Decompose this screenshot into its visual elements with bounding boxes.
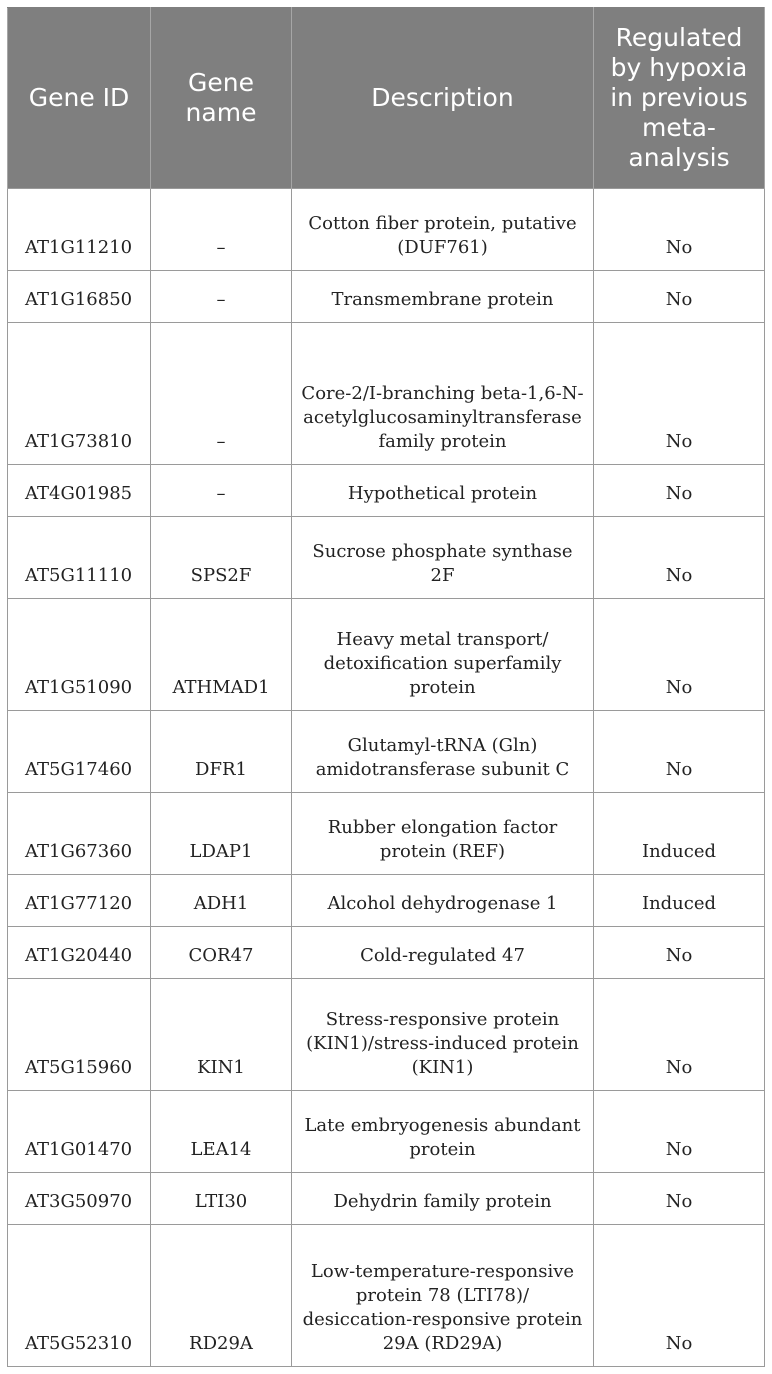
description-cell: Dehydrin family protein xyxy=(292,1173,594,1225)
description-cell: Transmembrane protein xyxy=(292,271,594,323)
gene-name-cell: – xyxy=(151,465,292,517)
gene-table-container xyxy=(7,7,764,1367)
table-row xyxy=(8,1173,765,1225)
table-row xyxy=(8,979,765,1091)
description-cell: Rubber elongation factor protein (REF) xyxy=(292,793,594,875)
description-cell: Hypothetical protein xyxy=(292,465,594,517)
header-gene-id: Gene ID xyxy=(8,8,151,189)
gene-id-cell: AT5G11110 xyxy=(8,517,151,599)
table-row xyxy=(8,517,765,599)
regulated-cell: No xyxy=(594,1091,765,1173)
gene-name-cell: KIN1 xyxy=(151,979,292,1091)
regulated-cell: No xyxy=(594,323,765,465)
table-row xyxy=(8,323,765,465)
gene-name-cell: – xyxy=(151,271,292,323)
gene-id-cell: AT1G20440 xyxy=(8,927,151,979)
table-row xyxy=(8,1225,765,1367)
gene-id-cell: AT1G73810 xyxy=(8,323,151,465)
gene-id-cell: AT1G67360 xyxy=(8,793,151,875)
gene-name-cell: – xyxy=(151,323,292,465)
gene-id-cell: AT1G16850 xyxy=(8,271,151,323)
gene-id-cell: AT3G50970 xyxy=(8,1173,151,1225)
table-row xyxy=(8,465,765,517)
description-cell: Sucrose phosphate synthase 2F xyxy=(292,517,594,599)
description-cell: Alcohol dehydrogenase 1 xyxy=(292,875,594,927)
header-row xyxy=(8,8,765,189)
table-row xyxy=(8,793,765,875)
gene-id-cell: AT5G52310 xyxy=(8,1225,151,1367)
gene-name-cell: ATHMAD1 xyxy=(151,599,292,711)
header-gene-name: Gene name xyxy=(151,8,292,189)
gene-id-cell: AT1G77120 xyxy=(8,875,151,927)
gene-name-cell: RD29A xyxy=(151,1225,292,1367)
gene-name-cell: ADH1 xyxy=(151,875,292,927)
gene-id-cell: AT5G15960 xyxy=(8,979,151,1091)
header-description: Description xyxy=(292,8,594,189)
regulated-cell: Induced xyxy=(594,793,765,875)
regulated-cell: No xyxy=(594,711,765,793)
gene-table xyxy=(7,7,765,1367)
gene-name-cell: DFR1 xyxy=(151,711,292,793)
gene-name-cell: COR47 xyxy=(151,927,292,979)
table-body xyxy=(8,189,765,1367)
gene-name-cell: – xyxy=(151,189,292,271)
table-row xyxy=(8,875,765,927)
gene-id-cell: AT1G01470 xyxy=(8,1091,151,1173)
gene-name-cell: LDAP1 xyxy=(151,793,292,875)
gene-name-cell: LEA14 xyxy=(151,1091,292,1173)
gene-name-cell: SPS2F xyxy=(151,517,292,599)
regulated-cell: No xyxy=(594,1225,765,1367)
description-cell: Heavy metal transport/ detoxification superfamily protein xyxy=(292,599,594,711)
table-row xyxy=(8,927,765,979)
gene-id-cell: AT4G01985 xyxy=(8,465,151,517)
header-regulated-by-hypoxia: Regulated by hypoxia in previous meta-analysis xyxy=(594,8,765,189)
description-cell: Cotton fiber protein, putative (DUF761) xyxy=(292,189,594,271)
table-row xyxy=(8,271,765,323)
gene-id-cell: AT5G17460 xyxy=(8,711,151,793)
regulated-cell: No xyxy=(594,189,765,271)
regulated-cell: No xyxy=(594,979,765,1091)
table-row xyxy=(8,189,765,271)
description-cell: Low-temperature-responsive protein 78 (LTI78)/ desiccation-responsive protein 29A (RD29A) xyxy=(292,1225,594,1367)
regulated-cell: No xyxy=(594,927,765,979)
description-cell: Glutamyl-tRNA (Gln) amidotransferase subunit C xyxy=(292,711,594,793)
gene-name-cell: LTI30 xyxy=(151,1173,292,1225)
regulated-cell: No xyxy=(594,1173,765,1225)
gene-id-cell: AT1G11210 xyxy=(8,189,151,271)
table-row xyxy=(8,711,765,793)
regulated-cell: No xyxy=(594,517,765,599)
description-cell: Core-2/I-branching beta-1,6-N-acetylglucosaminyltransferase family protein xyxy=(292,323,594,465)
table-row xyxy=(8,1091,765,1173)
regulated-cell: Induced xyxy=(594,875,765,927)
description-cell: Stress-responsive protein (KIN1)/stress-induced protein (KIN1) xyxy=(292,979,594,1091)
table-header xyxy=(8,8,765,189)
table-row xyxy=(8,599,765,711)
gene-id-cell: AT1G51090 xyxy=(8,599,151,711)
regulated-cell: No xyxy=(594,465,765,517)
description-cell: Cold-regulated 47 xyxy=(292,927,594,979)
regulated-cell: No xyxy=(594,599,765,711)
regulated-cell: No xyxy=(594,271,765,323)
description-cell: Late embryogenesis abundant protein xyxy=(292,1091,594,1173)
